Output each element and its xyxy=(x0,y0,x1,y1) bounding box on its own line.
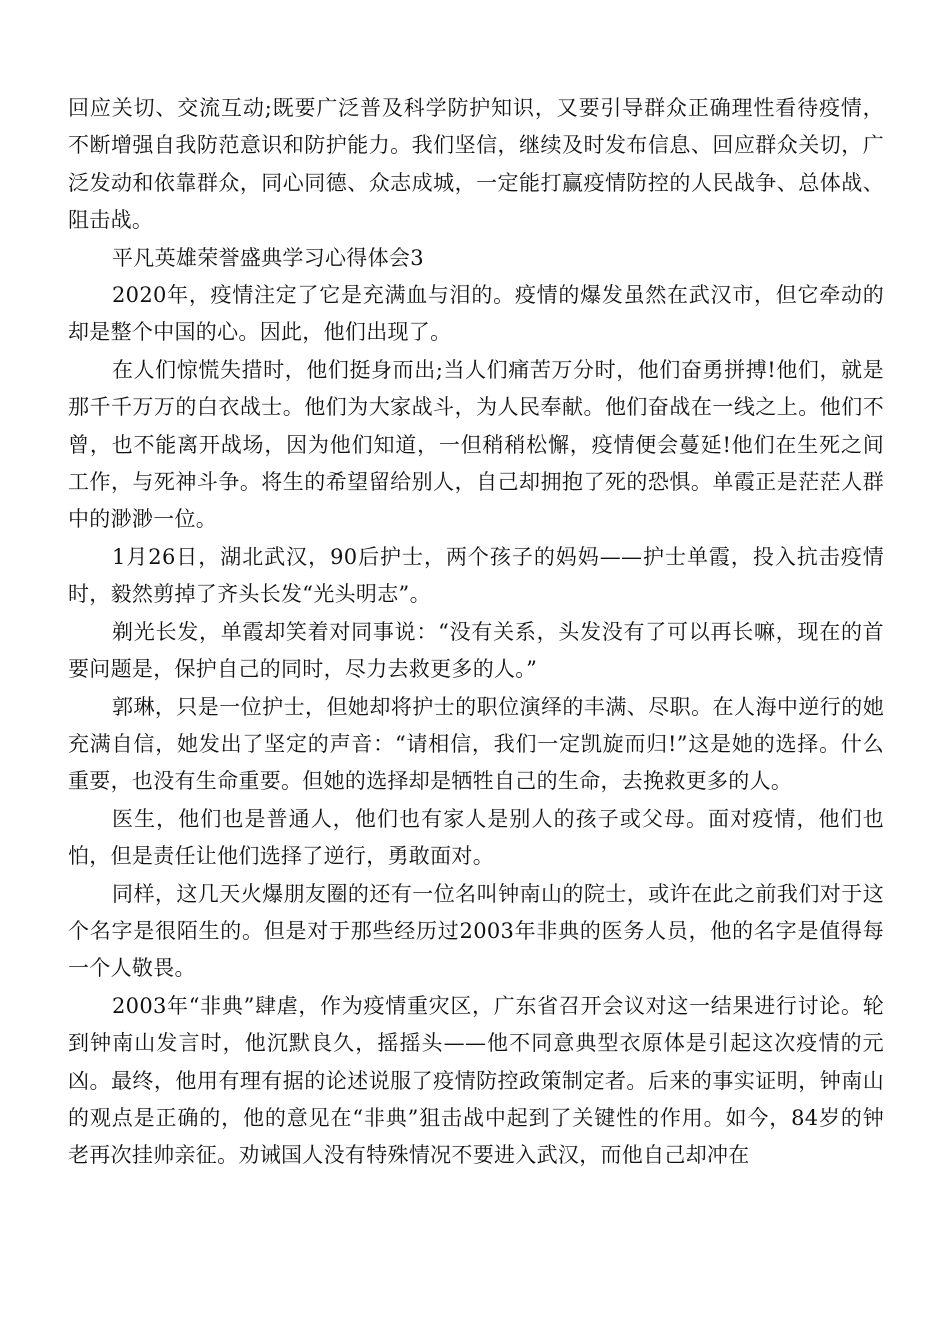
section-heading: 平凡英雄荣誉盛典学习心得体会3 xyxy=(112,245,424,270)
paragraph: 2003年“非典”肆虐，作为疫情重灾区，广东省召开会议对这一结果进行讨论。轮到钟南山发言时，他沉默良久，摇摇头——他不同意典型衣原体是引起这次疫情的元凶。最终，他用有理有据的论述说服了疫情防控政策制定者。后来的事实证明，钟南山的观点是正确的，他的意见在“非典”狙击战中起到了关键性的作用。如今，84岁的钟老再次挂帅亲征。劝诫国人没有特殊情况不要进入武汉，而他自己却冲在 xyxy=(68,993,884,1168)
document-body xyxy=(68,90,884,1175)
paragraph-continuation: 回应关切、交流互动;既要广泛普及科学防护知识，又要引导群众正确理性看待疫情，不断增强自我防范意识和防护能力。我们坚信，继续及时发布信息、回应群众关切，广泛发动和依靠群众，同心同德、众志成城，一定能打赢疫情防控的人民战争、总体战、阻击战。 xyxy=(68,96,884,233)
paragraph: 郭琳，只是一位护士，但她却将护士的职位演绎的丰满、尽职。在人海中逆行的她充满自信，她发出了坚定的声音：“请相信，我们一定凯旋而归!”这是她的选择。什么重要，也没有生命重要。但她的选择却是牺牲自己的生命，去挽救更多的人。 xyxy=(68,694,884,794)
paragraph: 剃光长发，单霞却笑着对同事说：“没有关系，头发没有了可以再长嘛，现在的首要问题是，保护自己的同时，尽力去救更多的人。” xyxy=(68,619,884,682)
paragraph: 在人们惊慌失措时，他们挺身而出;当人们痛苦万分时，他们奋勇拼搏!他们，就是那千千万万的白衣战士。他们为大家战斗，为人民奉献。他们奋战在一线之上。他们不曾，也不能离开战场，因为他们知道，一但稍稍松懈，疫情便会蔓延!他们在生死之间工作，与死神斗争。将生的希望留给别人，自己却拥抱了死的恐惧。单霞正是茫茫人群中的渺渺一位。 xyxy=(68,357,884,532)
paragraph: 1月26日，湖北武汉，90后护士，两个孩子的妈妈——护士单霞，投入抗击疫情时，毅然剪掉了齐头长发“光头明志”。 xyxy=(68,544,884,607)
paragraph: 医生，他们也是普通人，他们也有家人是别人的孩子或父母。面对疫情，他们也怕，但是责任让他们选择了逆行，勇敢面对。 xyxy=(68,806,884,869)
paragraph: 同样，这几天火爆朋友圈的还有一位名叫钟南山的院士，或许在此之前我们对于这个名字是很陌生的。但是对于那些经历过2003年非典的医务人员，他的名字是值得每一个人敬畏。 xyxy=(68,881,884,981)
paragraph: 2020年，疫情注定了它是充满血与泪的。疫情的爆发虽然在武汉市，但它牵动的却是整个中国的心。因此，他们出现了。 xyxy=(68,283,884,345)
